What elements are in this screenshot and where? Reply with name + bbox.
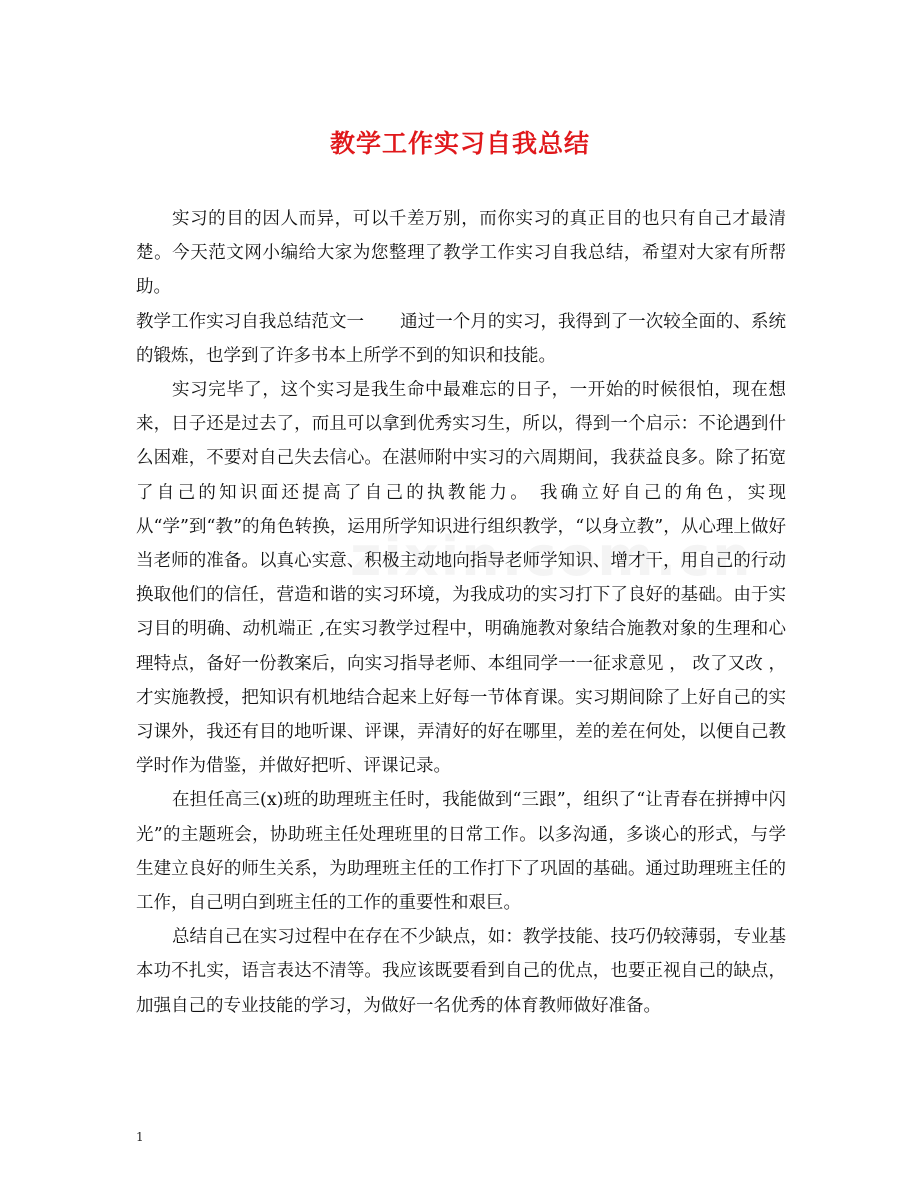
document-title: 教学工作实习自我总结 bbox=[329, 129, 590, 158]
body-paragraph-1: 实习完毕了，这个实习是我生命中最难忘的日子，一开始的时候很怕，现在想来，日子还是过去了，而且可以拿到优秀实习生，所以，得到一个启示：不论遇到什么困难，不要对自己失去信心。在湛师附中实习的六周期间，我获益良多。除了拓宽了自己的知识面还提高了自己的执教能力。 我确立好自己的角色，实现从“学”到“教”的角色转换，运用所学知识进行组织教学，“以身立教”，从心理上做好当老师的准备。以真心实意、积极主动地向指导老师学知识、增才干，用自己的行动换取他们的信任，营造和谐的实习环境，为我成功的实习打下了良好的基础。由于实习目的明确、动机端正 ,在实习教学过程中，明确施教对象结合施教对象的生理和心理特点，备好一份教案后，向实习指导老师、本组同学一一征求意见 ， 改了又改 ， 才实施教授，把知识有机地结合起来上好每一节体育课。实习期间除了上好自己的实习课外，我还有目的地听课、评课，弄清好的好在哪里，差的差在何处，以便自己教学时作为借鉴，并做好把听、评课记录。 bbox=[136, 380, 786, 777]
section-heading: 教学工作实习自我总结范文一 bbox=[136, 311, 365, 332]
section-paragraph bbox=[136, 305, 786, 373]
body-paragraph-2: 在担任高三(x)班的助理班主任时，我能做到“三跟”，组织了“让青春在拼搏中闪光”的主题班会，协助班主任处理班里的日常工作。以多沟通，多谈心的形式，与学生建立良好的师生关系，为助理班主任的工作打下了巩固的基础。通过助理班主任的工作，自己明白到班主任的工作的重要性和艰巨。 bbox=[136, 790, 786, 914]
intro-paragraph: 实习的目的因人而异，可以千差万别，而你实习的真正目的也只有自己才最清楚。今天范文网小编给大家为您整理了教学工作实习自我总结，希望对大家有所帮助。 bbox=[136, 209, 786, 298]
page-number: 1 bbox=[136, 1130, 144, 1144]
body-paragraph-3: 总结自己在实习过程中在存在不少缺点，如：教学技能、技巧仍较薄弱，专业基本功不扎实，语言表达不清等。我应该既要看到自己的优点，也要正视自己的缺点，加强自己的专业技能的学习，为做好一名优秀的体育教师做好准备。 bbox=[136, 927, 786, 1016]
section-lead: 通过一个月的实习，我得到了一次较全面的、系统的锻炼，也学到了许多书本上所学不到的知识和技能。 bbox=[136, 311, 787, 366]
document-body bbox=[136, 202, 786, 1023]
